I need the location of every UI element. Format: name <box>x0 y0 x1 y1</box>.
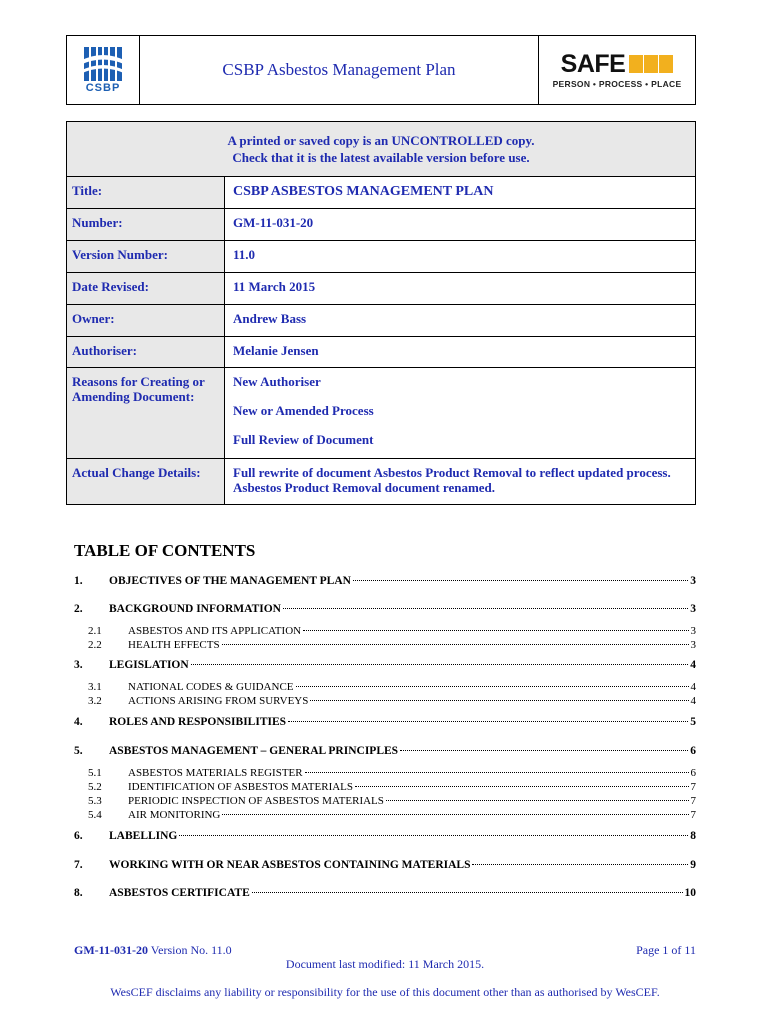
reasons-list <box>225 368 695 458</box>
toc-entry[interactable] <box>74 659 696 671</box>
toc-entry[interactable] <box>74 603 696 615</box>
info-value: Andrew Bass <box>233 311 307 326</box>
toc-leader <box>305 772 689 773</box>
toc-text: LEGISLATION <box>109 659 189 671</box>
toc-page: 3 <box>690 603 696 615</box>
toc-entry[interactable] <box>74 859 696 871</box>
info-label: Date Revised: <box>67 273 225 304</box>
reason-item: New or Amended Process <box>233 403 374 418</box>
info-value: Full rewrite of document Asbestos Product Removal to reflect updated process. Asbestos Product Removal document renamed. <box>233 465 671 495</box>
toc-leader <box>310 700 688 701</box>
toc-page: 8 <box>690 830 696 842</box>
banner-line-1: A printed or saved copy is an UNCONTROLLED copy. <box>227 133 535 148</box>
toc-entry[interactable] <box>74 745 696 757</box>
footer-page-number: Page 1 of 11 <box>636 943 696 957</box>
toc-leader <box>191 664 689 665</box>
document-header <box>66 35 696 105</box>
toc-text: WORKING WITH OR NEAR ASBESTOS CONTAINING MATERIALS <box>109 859 471 871</box>
toc-number: 1. <box>74 575 83 587</box>
toc-page: 10 <box>684 887 696 899</box>
document-info-table <box>66 121 696 505</box>
toc-number: 3.2 <box>88 695 102 707</box>
toc-page: 6 <box>690 745 696 757</box>
info-row-title <box>67 177 695 209</box>
info-label: Number: <box>67 209 225 240</box>
toc-number: 7. <box>74 859 83 871</box>
toc-page: 7 <box>690 809 696 821</box>
toc-text: ASBESTOS CERTIFICATE <box>109 887 250 899</box>
safe-icons <box>628 55 673 73</box>
safe-tagline: PERSON • PROCESS • PLACE <box>552 79 682 89</box>
toc-page: 7 <box>690 795 696 807</box>
info-row-authoriser <box>67 337 695 368</box>
toc-page: 4 <box>690 695 696 707</box>
toc-entry[interactable] <box>74 781 696 793</box>
toc-number: 8. <box>74 887 83 899</box>
toc-number: 5.4 <box>88 809 102 821</box>
info-row-reasons <box>67 368 695 459</box>
toc-entry[interactable] <box>74 575 696 587</box>
csbp-logo <box>67 36 140 104</box>
toc-page: 5 <box>690 716 696 728</box>
toc-leader <box>472 864 688 865</box>
info-row-version <box>67 241 695 273</box>
toc-page: 3 <box>690 575 696 587</box>
banner-line-2: Check that it is the latest available version before use. <box>232 150 530 165</box>
toc-entry[interactable] <box>74 830 696 842</box>
info-value: CSBP ASBESTOS MANAGEMENT PLAN <box>233 184 494 199</box>
footer-disclaimer: WesCEF disclaims any liability or responsibility for the use of this document other than as authorised by WesCEF. <box>110 985 660 999</box>
footer-modified: Document last modified: 11 March 2015. <box>285 957 485 971</box>
info-value: Melanie Jensen <box>233 343 319 358</box>
toc-leader <box>283 608 688 609</box>
toc-leader <box>222 814 688 815</box>
toc-leader <box>386 800 689 801</box>
info-label: Authoriser: <box>67 337 225 367</box>
toc-text: AIR MONITORING <box>128 809 221 821</box>
toc-text: OBJECTIVES OF THE MANAGEMENT PLAN <box>109 575 351 587</box>
toc-title: TABLE OF CONTENTS <box>74 541 256 560</box>
toc-text: PERIODIC INSPECTION OF ASBESTOS MATERIALS <box>128 795 384 807</box>
toc-leader <box>179 835 688 836</box>
toc-leader <box>400 750 688 751</box>
page-footer <box>74 943 696 958</box>
info-row-owner <box>67 305 695 337</box>
toc-page: 3 <box>690 625 696 637</box>
toc-text: IDENTIFICATION OF ASBESTOS MATERIALS <box>128 781 354 793</box>
logo-text: CSBP <box>85 81 121 94</box>
toc-number: 2.1 <box>88 625 102 637</box>
reason-item: New Authoriser <box>233 374 321 389</box>
toc-entry[interactable] <box>74 625 696 637</box>
toc-page: 6 <box>690 767 696 779</box>
toc-leader <box>288 721 688 722</box>
toc-entry[interactable] <box>74 809 696 821</box>
toc-leader <box>353 580 688 581</box>
footer-doc-info <box>74 943 232 958</box>
toc-leader <box>222 644 689 645</box>
toc-number: 3.1 <box>88 681 102 693</box>
process-icon <box>644 55 658 73</box>
info-label: Version Number: <box>67 241 225 272</box>
toc-entry[interactable] <box>74 767 696 779</box>
info-value: 11.0 <box>233 247 256 262</box>
toc-entry[interactable] <box>74 639 696 651</box>
toc-entry[interactable] <box>74 795 696 807</box>
safe-logo <box>538 36 695 104</box>
toc-page: 4 <box>690 681 696 693</box>
place-icon <box>659 55 673 73</box>
toc-page: 3 <box>690 639 696 651</box>
info-row-date <box>67 273 695 305</box>
toc-page: 4 <box>690 659 696 671</box>
toc-number: 2.2 <box>88 639 102 651</box>
toc-text: ASBESTOS AND ITS APPLICATION <box>128 625 302 637</box>
info-row-number <box>67 209 695 241</box>
reason-item: Full Review of Document <box>233 432 374 447</box>
info-label: Owner: <box>67 305 225 336</box>
toc-page: 7 <box>690 781 696 793</box>
toc-text: HEALTH EFFECTS <box>128 639 220 651</box>
toc-leader <box>355 786 688 787</box>
footer-doc-number: GM-11-031-20 <box>74 943 148 957</box>
toc-entry[interactable] <box>74 716 696 728</box>
person-icon <box>629 55 643 73</box>
toc-text: NATIONAL CODES & GUIDANCE <box>128 681 294 693</box>
info-value-wrap <box>225 177 695 208</box>
csbp-logo-icon <box>80 47 126 81</box>
toc-number: 5.1 <box>88 767 102 779</box>
toc-leader <box>303 630 688 631</box>
info-label: Title: <box>67 177 225 208</box>
toc-text: LABELLING <box>109 830 178 842</box>
footer-version: Version No. 11.0 <box>150 943 232 957</box>
document-title: CSBP Asbestos Management Plan <box>222 60 456 79</box>
toc-number: 6. <box>74 830 83 842</box>
toc-number: 4. <box>74 716 83 728</box>
toc-number: 5.2 <box>88 781 102 793</box>
toc-leader <box>252 892 683 893</box>
info-value: GM-11-031-20 <box>233 215 314 230</box>
info-row-changes <box>67 459 695 504</box>
info-label: Reasons for Creating or Amending Document: <box>67 368 225 458</box>
toc-text: ASBESTOS MANAGEMENT – GENERAL PRINCIPLES <box>109 745 399 757</box>
toc-leader <box>296 686 689 687</box>
info-label: Actual Change Details: <box>67 459 225 504</box>
toc-entry[interactable] <box>74 695 696 707</box>
uncontrolled-copy-banner <box>67 122 695 177</box>
toc-number: 5.3 <box>88 795 102 807</box>
toc-text: ROLES AND RESPONSIBILITIES <box>109 716 287 728</box>
toc-number: 5. <box>74 745 83 757</box>
toc-text: ASBESTOS MATERIALS REGISTER <box>128 767 303 779</box>
info-value: 11 March 2015 <box>233 279 316 294</box>
toc-text: BACKGROUND INFORMATION <box>109 603 281 615</box>
toc-text: ACTIONS ARISING FROM SURVEYS <box>128 695 309 707</box>
toc-page: 9 <box>690 859 696 871</box>
safe-word: SAFE <box>560 50 626 78</box>
toc-number: 3. <box>74 659 83 671</box>
toc-entry[interactable] <box>74 887 696 899</box>
toc-number: 2. <box>74 603 83 615</box>
toc-entry[interactable] <box>74 681 696 693</box>
